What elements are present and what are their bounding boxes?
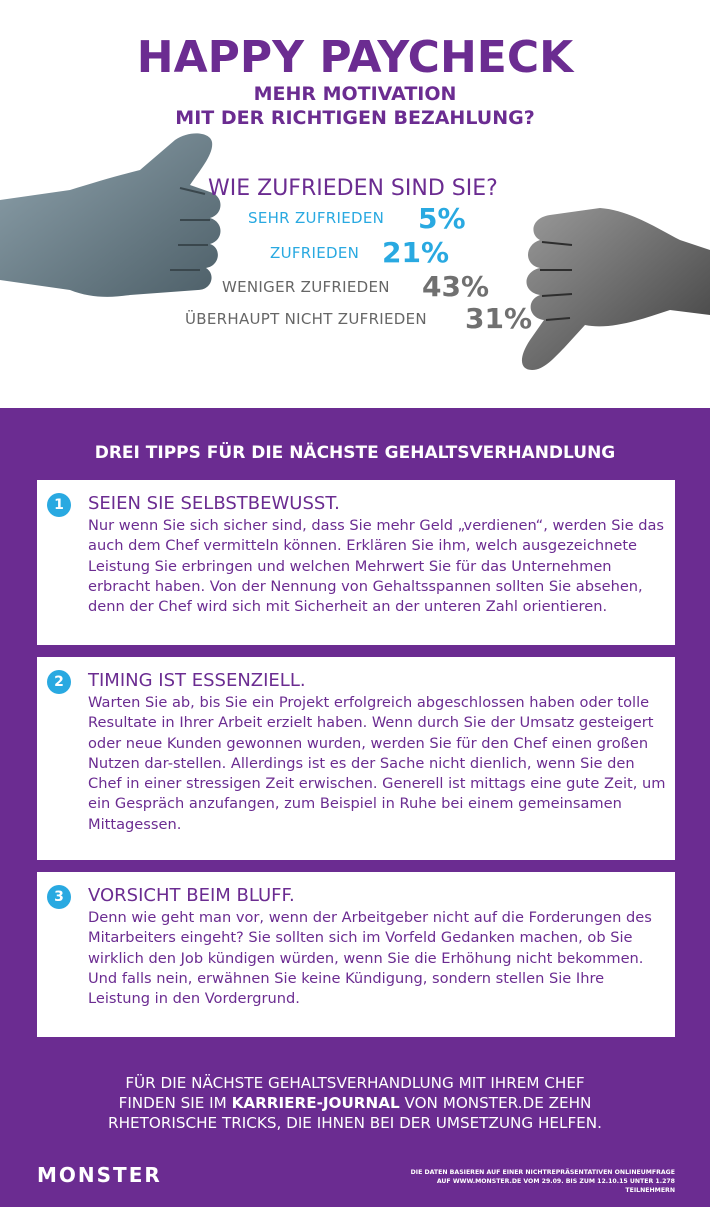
survey-item bbox=[222, 270, 490, 303]
disclaimer-line2: AUF WWW.MONSTER.DE VOM 29.09. BIS ZUM 12.10.15 UNTER 1.278 TEILNEHMERN bbox=[436, 1178, 675, 1194]
footer-text bbox=[0, 1073, 710, 1133]
subtitle-line2: MIT DER RICHTIGEN BEZAHLUNG? bbox=[175, 107, 535, 129]
survey-item-label: ZUFRIEDEN bbox=[270, 244, 360, 262]
survey-question: WIE ZUFRIEDEN SIND SIE? bbox=[208, 176, 498, 201]
footer-line2-pre: FINDEN SIE IM bbox=[118, 1094, 232, 1112]
tip-card bbox=[37, 480, 675, 645]
survey-item-percent: 43% bbox=[422, 270, 490, 303]
thumbs-up-icon bbox=[0, 130, 230, 330]
survey-item bbox=[248, 202, 466, 235]
tip-title: TIMING IST ESSENZIELL. bbox=[88, 670, 306, 691]
disclaimer-line1: DIE DATEN BASIEREN AUF EINER NICHTREPRÄSENTATIVEN ONLINEUMFRAGE bbox=[410, 1169, 675, 1176]
footer-line3: RHETORISCHE TRICKS, DIE IHNEN BEI DER UMSETZUNG HELFEN. bbox=[108, 1114, 602, 1132]
tip-title: VORSICHT BEIM BLUFF. bbox=[88, 885, 295, 906]
thumbs-down-icon bbox=[510, 190, 710, 390]
disclaimer bbox=[390, 1168, 675, 1195]
survey-item-label: WENIGER ZUFRIEDEN bbox=[222, 278, 390, 296]
survey-item bbox=[270, 236, 450, 269]
tip-text: Denn wie geht man vor, wenn der Arbeitgeber nicht auf die Forderungen des Mitarbeiters eingeht? Sie sollten sich im Vorfeld Gedanken machen, ob Sie wirklich den Job kündigen würden, wenn Sie die Erhöhung nicht bekommen. Und falls nein, erwähnen Sie keine Kündigung, sondern stellen Sie Ihre Leistung in den Vordergrund. bbox=[88, 909, 652, 1008]
tip-number-badge: 2 bbox=[47, 670, 71, 694]
tip-text: Nur wenn Sie sich sicher sind, dass Sie mehr Geld „verdienen“, werden Sie das auch dem Chef vermitteln können. Erklären Sie ihm, welch ausgezeichnete Leistung Sie erbringen und welchen Mehrwert Sie für das Unternehmen erbracht haben. Von der Nennung von Gehaltsspannen sollten Sie absehen, denn der Chef wird sich mit Sicherheit an der unteren Zahl orientieren. bbox=[88, 517, 665, 616]
survey-item bbox=[185, 302, 533, 335]
header-section bbox=[0, 0, 710, 408]
monster-logo: MONSTER bbox=[37, 1163, 162, 1187]
footer-line1: FÜR DIE NÄCHSTE GEHALTSVERHANDLUNG MIT IHREM CHEF bbox=[125, 1074, 585, 1092]
survey-item-label: SEHR ZUFRIEDEN bbox=[248, 209, 385, 227]
tip-card bbox=[37, 657, 675, 860]
survey-item-percent: 5% bbox=[418, 202, 466, 235]
page-title: HAPPY PAYCHECK bbox=[136, 32, 574, 83]
tip-number-badge: 1 bbox=[47, 493, 71, 517]
karriere-journal-link: KARRIERE-JOURNAL bbox=[231, 1094, 400, 1112]
tip-text: Warten Sie ab, bis Sie ein Projekt erfolgreich abgeschlossen haben oder tolle Resultate in Ihrer Arbeit erzielt haben. Wenn durch Sie der Umsatz gesteigert oder neue Kunden gewonnen wurden, werden Sie für den Chef einen großen Nutzen dar-stellen. Allerdings ist es der Sache nicht dienlich, wenn Sie den Chef in einer stressigen Zeit erwischen. Generell ist mittags eine gute Zeit, um ein Gespräch anzufangen, zum Beispiel in Ruhe bei einem gemeinsamen Mittagessen. bbox=[88, 694, 666, 833]
tips-heading: DREI TIPPS FÜR DIE NÄCHSTE GEHALTSVERHANDLUNG bbox=[94, 443, 616, 463]
tip-title: SEIEN SIE SELBSTBEWUSST. bbox=[88, 493, 340, 514]
survey-item-label: ÜBERHAUPT NICHT ZUFRIEDEN bbox=[185, 310, 427, 328]
tip-card bbox=[37, 872, 675, 1037]
footer-line2 bbox=[0, 1093, 710, 1113]
tip-number-badge: 3 bbox=[47, 885, 71, 909]
survey-item-percent: 21% bbox=[382, 236, 450, 269]
subtitle-line1: MEHR MOTIVATION bbox=[253, 83, 457, 105]
survey-item-percent: 31% bbox=[465, 302, 533, 335]
footer-line2-post: VON MONSTER.DE ZEHN bbox=[399, 1094, 592, 1112]
